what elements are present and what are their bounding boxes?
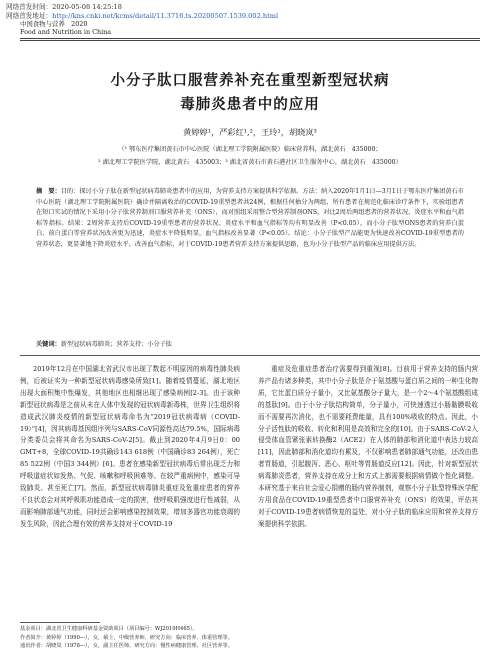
publication-info bbox=[6, 3, 278, 20]
header-rule bbox=[20, 38, 480, 39]
footnotes bbox=[20, 625, 490, 651]
journal-name-en: Food and Nutrition in China bbox=[20, 28, 112, 37]
footnote-funding: 基金项目：湖北省卫生健康科研基金资助项目（项目编号：WJ2019H465）。 bbox=[20, 626, 198, 632]
body-paragraph: 2019年12月在中国湖北省武汉市出现了数起不明原因的病毒性肺炎病例，后被证实为一种新型冠状病毒感染所致[1]。随着疫情蔓延，湖北地区出现大面积集中性爆发，其他地区也相继出现了感染病例[2-3]。由于该种新型冠状病毒是之前从未在人体中发现的冠状病毒新毒株，世界卫生组织将造成武汉肺炎疫情的新型冠状病毒命名为“2019冠状病毒病（COVID-19）”[4]，因其病毒基因组序列与SARS-CoV同源性高达79.5%，国际病毒分类委员会将其命名为SARS-CoV-2[5]。截止到2020年4月9日0：00 GMT+8，全球COVID-19共确诊143 618例（中国确诊83 264例），死亡85 522例（中国3 344例）[6]。患者在感染新型冠状病毒后常出现乏力和呼吸道症状如发热、气促、咳嗽和呼吸困难等。在较严重病例中，感染可导致肺炎、甚至死亡[7]。然而，新型冠状病毒肺炎重症及危重症患者的营养不良状态会对其呼吸肌功能造成一定的损害，使呼吸肌强度进行性减弱，从而影响肺部通气功能，同时还会影响感染控制效果，增加多器官功能衰竭的发生风险，因此合理有效的营养支持对于COVID-19 bbox=[20, 365, 240, 528]
footnote-rule bbox=[20, 622, 100, 623]
section-divider bbox=[20, 355, 480, 356]
title-line-2: 毒肺炎患者中的应用 bbox=[180, 97, 320, 113]
footnote-correspondence: 通讯作者：胡晓岚（1978—），女，副主任医师，研究方向：慢性病健康管理、社区营养等。 bbox=[20, 643, 233, 650]
keywords-text: 新型冠状病毒肺炎；营养支持；小分子肽 bbox=[60, 341, 173, 348]
header-rule-2 bbox=[20, 40, 480, 41]
abstract bbox=[36, 187, 464, 251]
body-paragraph: 重症及危重症患者治疗需要得到重视[8]。目前用于营养支持的肠内营养产品有诸多种类，其中小分子肽是介于氨基酸与蛋白质之间的一种生化物质，它比蛋白质分子量小，又比氨基酸分子量大，是一个2～4个氨基酸组成的基肽[9]。由于小分子肽结构简单，分子量小，可快速透过小肠黏膜吸收而不需要再次消化，也不需要耗费能量，具有100%吸收的特点。因此，小分子活性肽的吸收、转化和利用是高效和完全的[10]。由于SARS-CoV-2入侵受体血管紧张素转换酶2（ACE2）在人体的肺部和消化道中表达力较高[11]，因此肺部和消化道均有累及，不仅影响患者肺部通气功能，还改由患者胃肠道，引起腹泻、恶心、呕吐等胃肠道反应[12]。因此，针对新型冠状病毒肺炎患者，营养支持在成分上和方式上都需要根据病情做个性化调整。本研究基于来自社会爱心捐赠的肠内营养制剂，观察小分子肽型特殊医学配方用食品在COVID-19重型患者中口服营养补充（ONS）的效果，评估其对于COVID-19患者病情恢复的益处，对小分子肽的临床应用和营养支持方案提供科学依据。 bbox=[258, 365, 478, 528]
online-url-link[interactable]: http://kns.cnki.net/kcms/detail/11.3716.ts.20200507.1539.002.html bbox=[52, 11, 279, 20]
footnote-author-bio: 作者简介：黄婷婷（1990—），女，硕士，中级营养师，研究方向：临床营养、体重管理等。 bbox=[20, 634, 233, 641]
affiliation-line-1: （¹ 鄂东医疗集团黄石市中心医院（湖北理工学院附属医院）临床营养科，湖北黄石 435000； bbox=[118, 146, 382, 153]
abstract-text: 目的：探讨小分子肽在新型冠状病毒肺炎患者中的应用，为营养支持方案提供科学依据。方法：纳入2020年1月1日—3月1日于鄂东医疗集团黄石市中心医院（湖北理工学院附属医院）确诊并隔离收治的COVID-19重型患者共24例，根据任何抽分为两组，所有患者在规范化临床诊疗条件下，实验组患者在短口实试的情况下采用小分子肽营养制剂口服营养补充（ONS），而对照组采用整合型营养制剂ONS，对比2周后两组患者的营养状况、炎症水平和血气指标等指标。结果：2周营养支持后COVID-19重型患者的营养状况、炎症水平和血气指标等均有明显改善（P<0.05），而小分子肽型ONS患者的营养白蛋白、前白蛋白等营养状况改善更为迅速，炎症水平降低明显，血气指标改善显著（P<0.05）。结论：小分子肽型产品能更为快速改善COVID-19重型患者的营养状态，更显著地下降炎症水平，改善血气指标，对于COVID-19患者营养支持方案提供思路，也为小分子肽型产品的临床应用提供方法。 bbox=[36, 188, 464, 248]
online-time: 网络首发时间：2020-05-08 14:25:18 bbox=[6, 3, 122, 11]
keywords-label: 关键词： bbox=[36, 341, 61, 348]
body-right-column bbox=[258, 364, 478, 531]
affiliation-line-2: ² 湖北理工学院医学院，湖北黄石 435003；³ 湖北省黄石市黄石港社区卫生服务中心，湖北黄石 435000） bbox=[98, 159, 402, 166]
online-url: 网络首发地址：http://kns.cnki.net/kcms/detail/11.3716.ts.20200507.1539.002.html bbox=[6, 11, 279, 20]
journal-name-cn: 中国食物与营养 2020 bbox=[20, 20, 88, 28]
title-line-1: 小分子肽口服营养补充在重型新型冠状病 bbox=[110, 73, 390, 89]
journal-header bbox=[20, 20, 111, 37]
keywords bbox=[36, 340, 464, 350]
body-left-column bbox=[20, 364, 240, 531]
author-list: 黄婷婷¹，严彩红¹,²，王玲¹，胡晓岚³ bbox=[183, 127, 317, 137]
abstract-label: 摘 要： bbox=[36, 188, 61, 195]
